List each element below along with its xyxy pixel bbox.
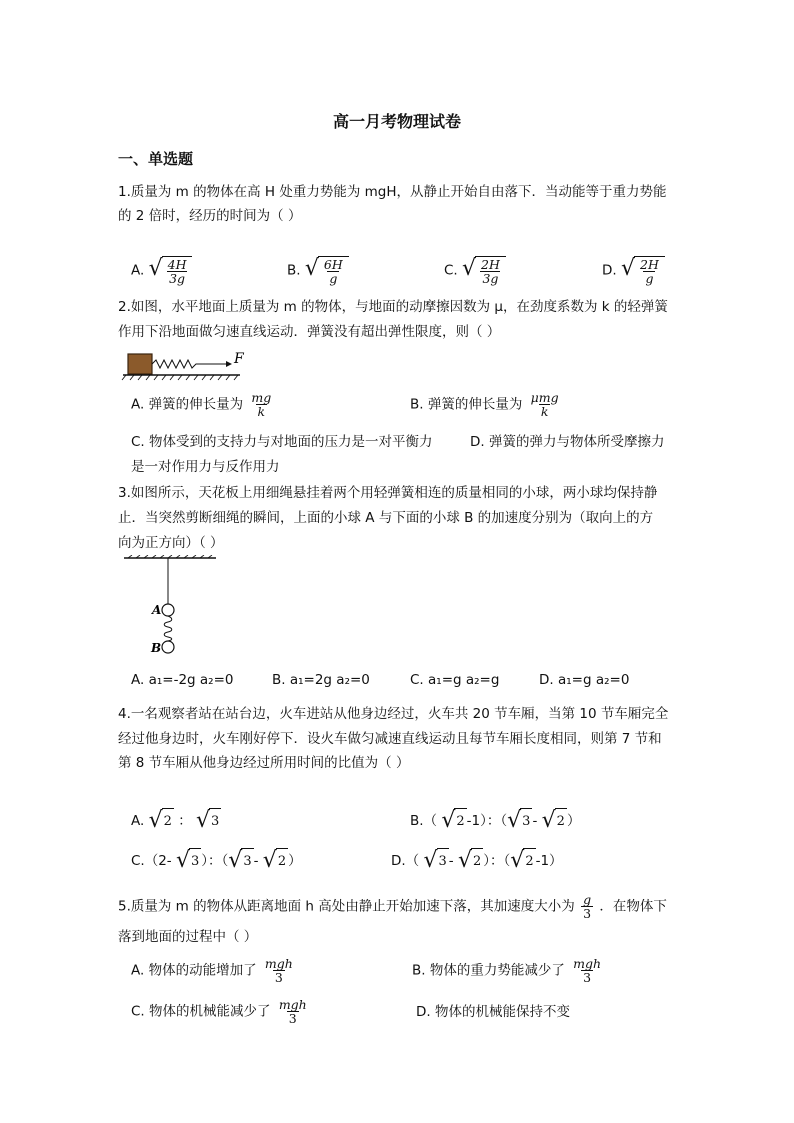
q4-option-b[interactable] — [410, 808, 580, 834]
ball-b — [162, 641, 174, 653]
option-text: A. 物体的动能增加了 — [131, 962, 257, 979]
q2-option-b[interactable] — [410, 391, 563, 418]
option-label: D. — [602, 262, 617, 279]
option-text: A. 弹簧的伸长量为 — [131, 396, 244, 413]
q1-option-a[interactable] — [131, 256, 192, 285]
q3-option-d[interactable]: D. a₁=g a₂=0 — [539, 672, 630, 688]
fraction-g-over-3: $\frac{g}{3}$ — [583, 892, 592, 921]
sqrt-expression: √ $\frac{2H}{g}$ — [621, 256, 665, 285]
q4-stem-line1: 4.一名观察者站在站台边，火车进站从他身边经过，火车共 20 节车厢，当第 10 节车厢完全 — [118, 706, 669, 722]
q5-stem-text: 5.质量为 m 的物体从距离地面 h 高处由静止开始加速下落，其加速度大小为 — [118, 898, 575, 915]
option-label: A. — [131, 262, 145, 279]
q4-option-c[interactable] — [131, 848, 302, 874]
q4-option-a[interactable] — [131, 808, 221, 834]
q4-stem-line2: 经过他身边时，火车刚好停下．设火车做匀减速直线运动且每节车厢长度相同，则第 7 节和 — [118, 731, 662, 747]
q1-stem-line2: 的 2 倍时，经历的时间为（ ） — [118, 208, 302, 224]
close-paren: ） — [288, 853, 302, 869]
option-text: B. 弹簧的伸长量为 — [410, 396, 523, 413]
q2-stem-line2: 作用下沿地面做匀速直线运动．弹簧没有超出弹性限度，则（ ） — [118, 324, 501, 340]
sqrt-expression: √ $\frac{4H}{3g}$ — [149, 256, 193, 285]
block-spring-figure — [118, 348, 258, 382]
q3-option-b[interactable]: B. a₁=2g a₂=0 — [272, 672, 370, 688]
fraction: $\frac{\text{mgh}}{3}$ — [573, 956, 602, 985]
ball-b-label: B — [151, 641, 162, 655]
sqrt-3: √ 3 — [175, 848, 200, 873]
sqrt-2: √ 2 — [457, 848, 482, 873]
sqrt-2: √ 2 — [541, 808, 565, 833]
q5-option-b[interactable] — [412, 957, 605, 984]
minus-sign: - — [448, 853, 454, 869]
sqrt-2: √ 2 — [441, 808, 465, 833]
section-heading: 一、单选题 — [118, 150, 194, 168]
spring-zigzag — [152, 360, 208, 368]
minus-sign: - — [532, 813, 538, 829]
q1-option-b[interactable] — [287, 256, 349, 285]
minus-one-close: -1） — [535, 853, 563, 869]
q3-stem-line2: 止．当突然剪断细绳的瞬间，上面的小球 A 与下面的小球 B 的加速度分别为（取向上的方 — [118, 510, 654, 526]
ball-a-label: A — [152, 603, 162, 617]
sqrt-expression: √ $\frac{2H}{3g}$ — [462, 256, 506, 285]
q2-stem-line1: 2.如图，水平地面上质量为 m 的物体，与地面的动摩擦因数为 μ，在劲度系数为 k 的轻弹簧 — [118, 299, 668, 315]
q1-stem-line1: 1.质量为 m 的物体在高 H 处重力势能为 mgH，从静止开始自由落下．当动能等于重力势能 — [118, 184, 667, 200]
fraction: $\frac{\text{μmg}}{k}$ — [530, 390, 559, 419]
q1-option-c[interactable] — [444, 256, 506, 285]
force-arrow-head — [226, 361, 232, 367]
q3-option-a[interactable]: A. a₁=-2g a₂=0 — [131, 672, 234, 688]
spring-coil — [164, 616, 172, 641]
option-label: B.（ — [410, 813, 438, 829]
sqrt-3: √ 3 — [507, 808, 531, 833]
q3-stem-line1: 3.如图所示，天花板上用细绳悬挂着两个用轻弹簧相连的质量相同的小球，两小球均保持静 — [118, 485, 658, 501]
q1-option-d[interactable] — [602, 256, 665, 285]
colon: ： — [178, 813, 192, 829]
option-label: C. — [444, 262, 458, 279]
q5-stem-line1 — [118, 893, 667, 920]
close-paren: ） — [566, 813, 581, 829]
q5-option-c[interactable] — [131, 998, 311, 1025]
page-title: 高一月考物理试卷 — [332, 112, 461, 131]
fraction: $\frac{\text{mgh}}{3}$ — [264, 956, 293, 985]
q5-stem-line2: 落到地面的过程中（ ） — [118, 929, 258, 945]
force-label: F — [234, 351, 244, 367]
sqrt-2: √ 2 — [262, 848, 287, 873]
ratio-separator: ）：（ — [201, 853, 229, 869]
q5-option-d[interactable]: D. 物体的机械能保持不变 — [416, 1004, 570, 1020]
option-label: B. — [287, 262, 301, 279]
option-label: D.（ — [391, 853, 420, 869]
q2-option-d[interactable]: D. 弹簧的弹力与物体所受摩擦力 — [470, 434, 665, 450]
minus-one-separator: -1）：（ — [466, 813, 508, 829]
sqrt-2: √ 2 — [510, 848, 534, 873]
sqrt-2: √ 2 — [148, 808, 172, 833]
sqrt-3: √ 3 — [228, 848, 252, 873]
q5-option-a[interactable] — [131, 957, 297, 984]
sqrt-3: √ 3 — [196, 808, 220, 833]
sqrt-3: √ 3 — [423, 848, 447, 873]
ball-a — [162, 604, 174, 616]
q2-option-c[interactable]: C. 物体受到的支持力与对地面的压力是一对平衡力 — [131, 434, 433, 450]
wooden-block — [128, 354, 152, 374]
q3-option-c[interactable]: C. a₁=g a₂=g — [410, 672, 500, 688]
q2-option-a[interactable] — [131, 391, 275, 418]
q2-option-d-continued: 是一对作用力与反作用力 — [131, 459, 280, 475]
option-label: C.（2- — [131, 853, 172, 869]
hanging-balls-figure — [120, 555, 220, 659]
option-text: C. 物体的机械能减少了 — [131, 1003, 271, 1020]
ratio-separator: ）：（ — [483, 853, 511, 869]
fraction: $\frac{mg}{k}$ — [251, 390, 272, 419]
fraction: $\frac{\text{mgh}}{3}$ — [278, 997, 307, 1026]
q4-option-d[interactable] — [391, 848, 563, 874]
option-text: B. 物体的重力势能减少了 — [412, 962, 565, 979]
q5-stem-text-end: ．在物体下 — [599, 898, 667, 915]
sqrt-expression: √ $\frac{6H}{g}$ — [305, 256, 349, 285]
q4-stem-line3: 第 8 节车厢从他身边经过所用时间的比值为（ ） — [118, 755, 410, 771]
option-label: A. — [131, 813, 145, 829]
q3-stem-line3: 向为正方向）（ ） — [118, 535, 224, 551]
minus-sign: - — [253, 853, 259, 869]
